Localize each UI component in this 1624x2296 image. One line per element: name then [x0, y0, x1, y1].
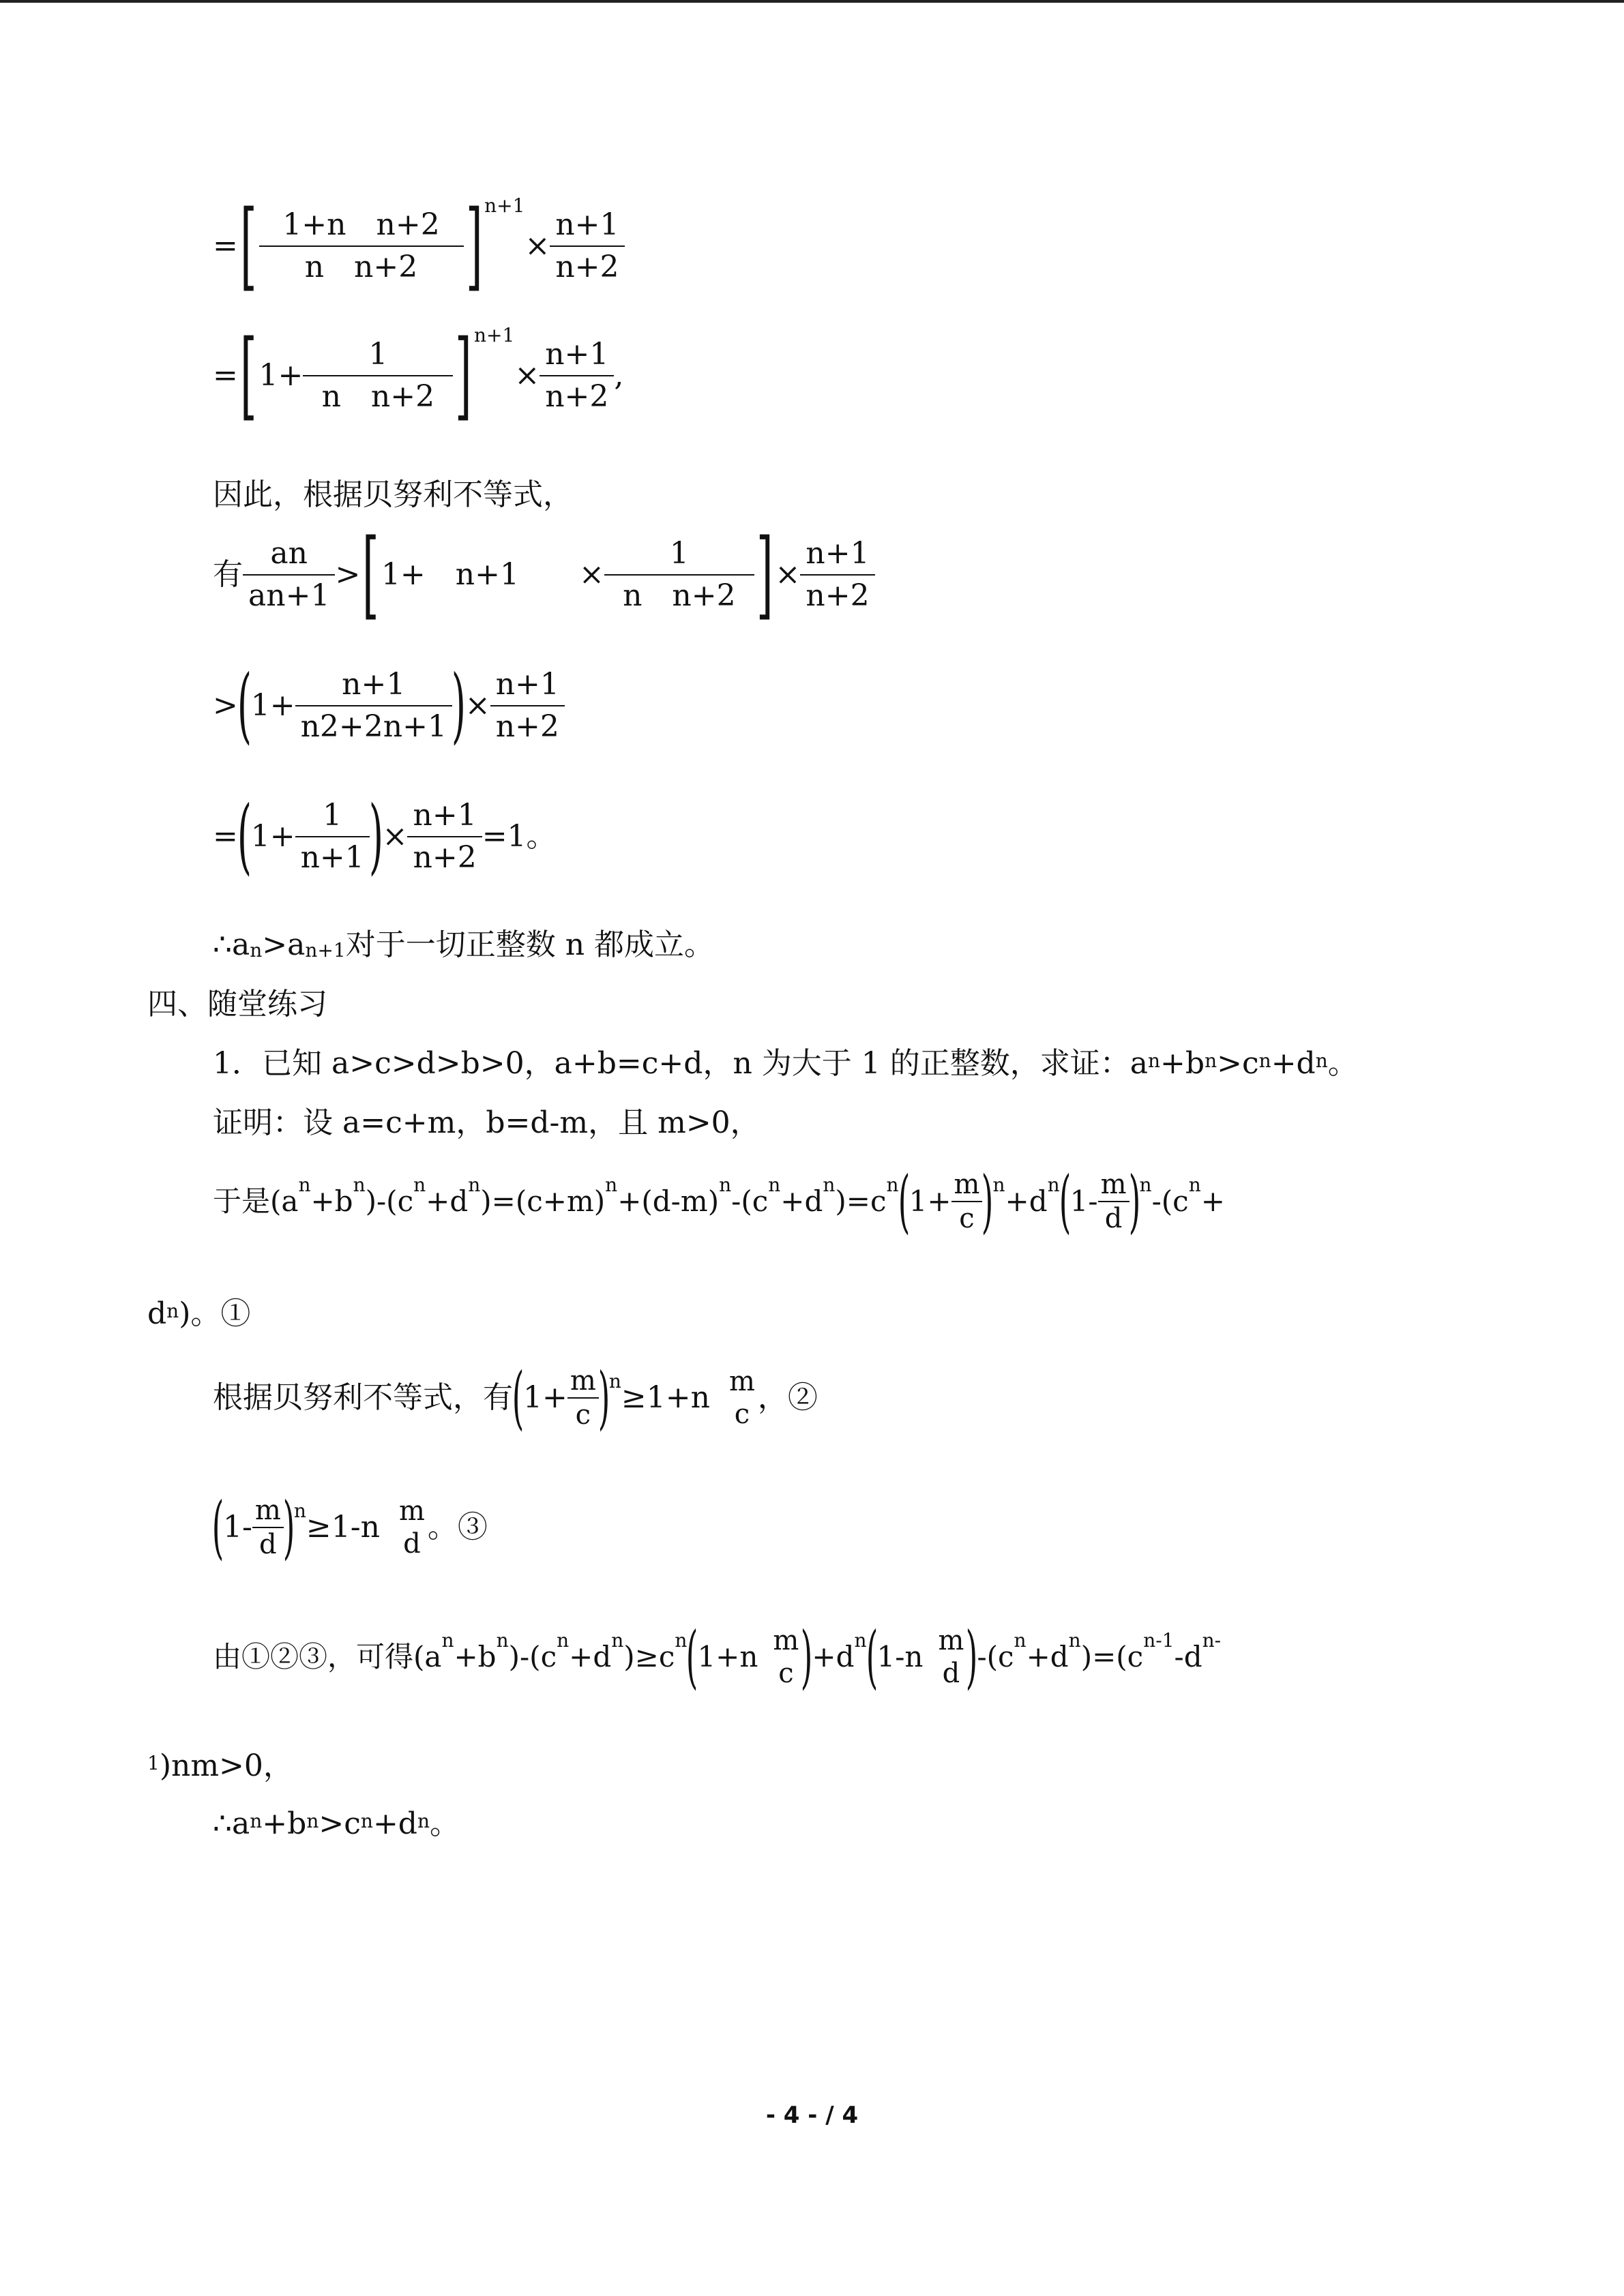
term: >c — [1217, 1046, 1259, 1081]
term: +b — [454, 1640, 497, 1673]
numerator: 1 — [368, 337, 388, 372]
text-line-3: 因此，根据贝努利不等式， — [213, 477, 573, 512]
left-paren: ( — [866, 1617, 878, 1697]
left-paren: ( — [686, 1617, 698, 1697]
right-bracket: ] — [465, 190, 483, 301]
left-bracket: [ — [239, 320, 257, 431]
term: 1+ — [523, 1380, 567, 1415]
times-sign: × — [382, 819, 408, 854]
numerator: m — [938, 1625, 964, 1656]
denominator: n2+2n+1 — [295, 705, 452, 747]
superscript: n — [250, 1810, 263, 1832]
proof-line-3 — [147, 1294, 250, 1335]
left-paren: ( — [237, 658, 252, 753]
term: 1+n — [697, 1640, 758, 1673]
right-bracket: ] — [756, 519, 773, 630]
fraction — [396, 1495, 428, 1560]
gt-sign: > — [335, 557, 361, 592]
superscript: n — [823, 1174, 836, 1196]
proof-line-6 — [213, 1617, 1222, 1697]
superscript: n — [1047, 1174, 1060, 1196]
right-paren: ) — [981, 1161, 994, 1241]
term: 1- — [223, 1510, 252, 1545]
equation-line-2 — [213, 320, 624, 431]
term: )-(c — [365, 1184, 414, 1218]
fraction — [550, 205, 624, 288]
denominator: c — [778, 1658, 794, 1689]
term: )=(c — [1080, 1640, 1144, 1673]
denominator: n+2 — [407, 836, 482, 878]
fraction — [243, 533, 335, 616]
fraction — [1098, 1168, 1130, 1235]
exponent: n+1 — [484, 194, 525, 217]
term: >a — [262, 927, 306, 962]
term: )=c — [835, 1184, 887, 1218]
superscript: n — [605, 1174, 618, 1196]
numerator: 1+n n+2 — [282, 207, 440, 242]
term: )nm>0， — [159, 1748, 293, 1783]
superscript: n- — [1202, 1629, 1222, 1652]
superscript: n — [1139, 1174, 1152, 1196]
term: 1+ — [259, 358, 304, 393]
left-paren: ( — [237, 789, 252, 884]
denominator: n+2 — [800, 574, 874, 616]
left-bracket: [ — [239, 190, 257, 301]
left-paren: ( — [898, 1161, 910, 1241]
superscript: n — [1205, 1049, 1217, 1072]
term: -(c — [731, 1184, 769, 1218]
term: 1-n — [876, 1640, 924, 1673]
subscript: n — [250, 939, 263, 961]
superscript: n — [468, 1174, 481, 1196]
term: +b — [262, 1806, 307, 1841]
denominator: n+2 — [540, 375, 614, 417]
left-bracket: [ — [362, 519, 379, 630]
equals-sign: = — [213, 358, 238, 393]
superscript: n — [768, 1174, 781, 1196]
equals-sign: = — [213, 228, 238, 263]
proof-line-7 — [147, 1746, 293, 1787]
term: + — [1200, 1184, 1225, 1218]
denominator: d — [252, 1527, 284, 1561]
term: )=(c+m) — [480, 1184, 606, 1218]
superscript: n — [441, 1629, 454, 1652]
term: ，② — [757, 1380, 818, 1415]
numerator: m — [398, 1495, 425, 1527]
numerator: m — [728, 1366, 755, 1397]
superscript: n-1 — [1143, 1629, 1175, 1652]
proof-line-5 — [211, 1487, 488, 1567]
superscript: n — [608, 1370, 621, 1392]
equation-line-6 — [213, 789, 557, 884]
superscript: n — [854, 1629, 867, 1652]
superscript: n — [353, 1174, 366, 1196]
denominator: n+2 — [490, 705, 565, 747]
numerator: 1 — [669, 536, 689, 571]
superscript: n — [293, 1500, 306, 1522]
numerator: n+1 — [413, 798, 477, 833]
denominator: d — [1098, 1201, 1130, 1235]
superscript: n — [557, 1629, 570, 1652]
term: +(d-m) — [617, 1184, 720, 1218]
numerator: n+1 — [806, 536, 870, 571]
term: +d — [780, 1184, 823, 1218]
denominator: n+1 — [295, 836, 370, 878]
term: +d — [569, 1640, 612, 1673]
term: )≥c — [623, 1640, 675, 1673]
numerator: 1 — [323, 798, 342, 833]
section-heading: 四、随堂练习 — [147, 987, 327, 1022]
superscript: n — [1068, 1629, 1081, 1652]
denominator: n n+2 — [259, 245, 464, 288]
right-paren: ) — [966, 1617, 978, 1697]
term: 对于一切正整数 n 都成立。 — [345, 927, 715, 962]
superscript: n — [1258, 1049, 1271, 1072]
fraction — [951, 1168, 983, 1235]
superscript: n — [611, 1629, 624, 1652]
superscript: n — [1188, 1174, 1201, 1196]
term: -(c — [977, 1640, 1014, 1673]
text-line-7 — [213, 925, 714, 966]
fraction — [935, 1624, 966, 1690]
superscript: n — [719, 1174, 732, 1196]
subscript: n+1 — [305, 939, 346, 961]
equation-line-5 — [213, 658, 565, 753]
page-number: - 4 - / 4 — [765, 2102, 859, 2129]
exponent: n+1 — [474, 324, 515, 346]
term: 。 — [430, 1806, 460, 1841]
term: ∴a — [213, 927, 250, 962]
numerator: m — [570, 1365, 596, 1397]
denominator: n n+2 — [303, 375, 453, 417]
right-paren: ) — [801, 1617, 813, 1697]
fraction — [800, 533, 874, 616]
equation-line-4 — [213, 519, 875, 630]
superscript: n — [992, 1174, 1005, 1196]
term: +d — [812, 1640, 855, 1673]
term: -d — [1174, 1640, 1202, 1673]
term: -(c — [1151, 1184, 1189, 1218]
fraction — [770, 1624, 801, 1690]
right-paren: ) — [1128, 1161, 1140, 1241]
term: d — [147, 1296, 167, 1331]
term: 有 — [213, 557, 243, 592]
proof-line-1: 证明：设 a=c+m，b=d-m，且 m>0， — [213, 1105, 761, 1140]
numerator: n+1 — [555, 207, 619, 242]
term: +b — [310, 1184, 353, 1218]
term: 由①②③，可得(a — [213, 1640, 442, 1673]
superscript: n — [166, 1300, 179, 1322]
equation-line-1 — [213, 190, 625, 301]
superscript: n — [417, 1810, 430, 1832]
gt-sign: > — [213, 688, 238, 723]
term: 。 — [1327, 1046, 1358, 1081]
superscript: n — [413, 1174, 426, 1196]
numerator: m — [954, 1169, 980, 1200]
term: 1+ — [250, 688, 295, 723]
denominator: c — [567, 1397, 599, 1431]
term: +d — [1271, 1046, 1316, 1081]
term: )-(c — [508, 1640, 557, 1673]
superscript: n — [298, 1174, 311, 1196]
term: 于是(a — [213, 1184, 299, 1218]
fraction — [540, 334, 614, 417]
fraction — [295, 664, 452, 747]
right-paren: ) — [282, 1487, 295, 1567]
denominator: an+1 — [243, 574, 335, 616]
comma: , — [614, 358, 624, 393]
numerator: n+1 — [545, 337, 609, 372]
term: +d — [1005, 1184, 1048, 1218]
term: )。① — [179, 1296, 251, 1331]
term: ∴a — [213, 1806, 250, 1841]
times-sign: × — [514, 358, 540, 393]
fraction — [295, 795, 370, 878]
superscript: n — [675, 1629, 688, 1652]
fraction — [567, 1365, 599, 1431]
superscript: n — [886, 1174, 899, 1196]
superscript: n — [360, 1810, 373, 1832]
denominator: d — [942, 1658, 960, 1689]
left-paren: ( — [512, 1358, 525, 1437]
superscript: n — [496, 1629, 509, 1652]
term: 1．已知 a>c>d>b>0，a+b=c+d，n 为大于 1 的正整数，求证：a — [213, 1046, 1148, 1081]
superscript: 1 — [147, 1752, 160, 1774]
equals-sign: = — [213, 819, 238, 854]
left-paren: ( — [211, 1487, 224, 1567]
denominator: c — [951, 1201, 983, 1235]
times-sign: × — [464, 688, 490, 723]
left-paren: ( — [1059, 1161, 1071, 1241]
term: 1+ — [250, 819, 295, 854]
term: 1- — [1069, 1184, 1098, 1218]
numerator: m — [773, 1625, 799, 1656]
fraction — [303, 334, 453, 417]
term: ≥1-n — [306, 1510, 380, 1545]
term: +d — [426, 1184, 469, 1218]
term: +d — [372, 1806, 417, 1841]
denominator: n+2 — [550, 245, 624, 288]
numerator: n+1 — [495, 667, 559, 702]
right-paren: ) — [597, 1358, 610, 1437]
right-bracket: ] — [455, 320, 472, 431]
term: 1+ — [909, 1184, 951, 1218]
fraction — [604, 533, 754, 616]
top-border — [0, 0, 1624, 3]
term: >c — [319, 1806, 361, 1841]
right-paren: ) — [451, 658, 466, 753]
numerator: m — [1100, 1169, 1127, 1200]
fraction — [726, 1365, 758, 1431]
superscript: n — [1315, 1049, 1328, 1072]
superscript: n — [1147, 1049, 1161, 1072]
term: +b — [1160, 1046, 1205, 1081]
term: ≥1+n — [621, 1380, 710, 1415]
denominator: n n+2 — [604, 574, 754, 616]
proof-conclusion — [213, 1804, 460, 1845]
fraction — [259, 205, 464, 288]
times-sign: × — [775, 557, 801, 592]
superscript: n — [1014, 1629, 1027, 1652]
term: =1。 — [482, 819, 557, 854]
term: 根据贝努利不等式，有 — [213, 1380, 513, 1415]
right-paren: ) — [368, 789, 383, 884]
fraction — [490, 664, 565, 747]
term: +d — [1026, 1640, 1069, 1673]
term: 。③ — [427, 1510, 488, 1545]
numerator: an — [270, 536, 308, 571]
problem-statement — [213, 1043, 1358, 1084]
denominator: d — [403, 1528, 421, 1560]
fraction — [252, 1494, 284, 1561]
numerator: m — [254, 1495, 281, 1526]
numerator: n+1 — [342, 667, 406, 702]
denominator: c — [734, 1399, 750, 1430]
fraction — [407, 795, 482, 878]
term: 1+ n+1 × — [381, 557, 604, 592]
proof-line-2 — [213, 1161, 1225, 1241]
times-sign: × — [525, 228, 550, 263]
superscript: n — [306, 1810, 319, 1832]
proof-line-4 — [213, 1358, 818, 1437]
